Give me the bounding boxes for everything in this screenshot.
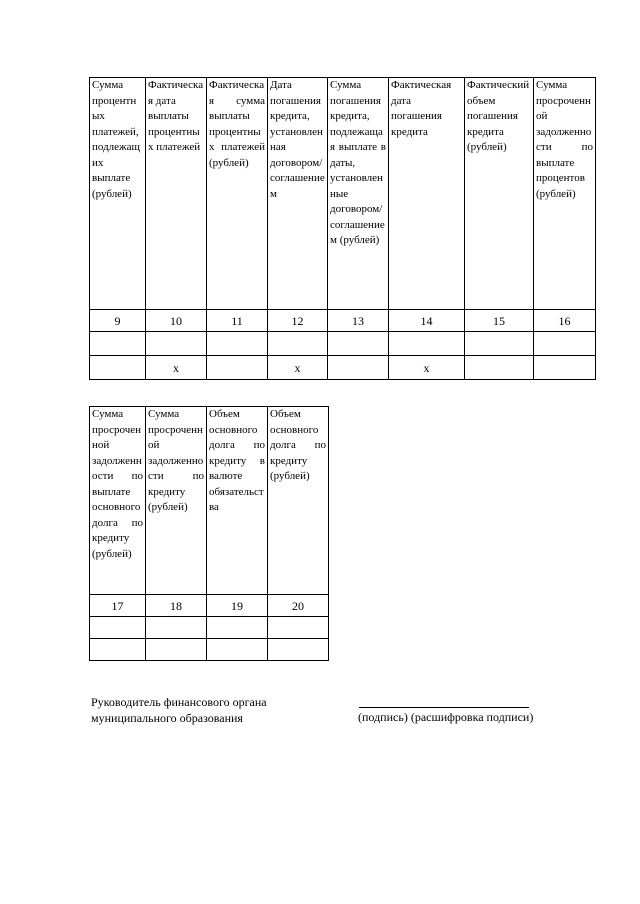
table-cell: x [146,356,207,380]
column-number: 12 [268,310,328,332]
header-cell: Дата погашения кредита, установленная договором/соглашением [268,78,328,310]
table-row [90,639,329,661]
table-cell [146,639,207,661]
header-cell: Сумма погашения кредита, подлежащая выплате в даты, установленные договором/соглашением (рублей) [328,78,389,310]
table-cell [207,617,268,639]
table-cell [90,617,146,639]
column-number: 13 [328,310,389,332]
table-header-row [90,407,329,595]
column-number: 14 [389,310,465,332]
table-cell [90,356,146,380]
table-cell [146,332,207,356]
header-cell: Объем основного долга по кредиту (рублей) [268,407,329,595]
table-row [90,332,596,356]
table-cell [90,332,146,356]
column-number: 17 [90,595,146,617]
table-cell: x [268,356,328,380]
table-cell [207,332,268,356]
table-cell [207,639,268,661]
table-cell [146,617,207,639]
column-number: 16 [534,310,596,332]
column-number: 18 [146,595,207,617]
column-number: 20 [268,595,329,617]
column-number: 9 [90,310,146,332]
table-row [90,356,596,380]
column-number: 11 [207,310,268,332]
table-cell [328,332,389,356]
header-cell: Фактическая дата выплаты процентных платежей [146,78,207,310]
table-cell [328,356,389,380]
signer-title-line: муниципального образования [91,711,243,725]
table-cell [534,332,596,356]
header-cell: Фактическая дата погашения кредита [389,78,465,310]
table-cell: x [389,356,465,380]
table-cell [465,332,534,356]
table-cell [534,356,596,380]
signature-caption: (подпись) (расшифровка подписи) [358,710,534,724]
table-header-row [90,78,596,310]
credit-table-part-2 [89,406,329,661]
table-row [90,617,329,639]
signer-title-line: Руководитель финансового органа [91,695,267,709]
table-cell [207,356,268,380]
table-cell [389,332,465,356]
column-number-row [90,595,329,617]
table-cell [268,617,329,639]
table-cell [268,332,328,356]
header-cell: Фактическая сумма выплаты процентных платежей (рублей) [207,78,268,310]
header-cell: Фактический объем погашения кредита (рублей) [465,78,534,310]
signer-title [91,694,267,726]
table-cell [465,356,534,380]
column-number: 15 [465,310,534,332]
header-cell: Сумма просроченной задолженности по выплате основного долга по кредиту (рублей) [90,407,146,595]
column-number: 19 [207,595,268,617]
header-cell: Сумма просроченной задолженности по выплате процентов (рублей) [534,78,596,310]
header-cell: Сумма просроченной задолженности по кредиту (рублей) [146,407,207,595]
column-number: 10 [146,310,207,332]
signature-line [359,707,529,708]
header-cell: Сумма процентных платежей, подлежащих выплате (рублей) [90,78,146,310]
credit-table-part-1 [89,77,596,380]
table-cell [268,639,329,661]
column-number-row [90,310,596,332]
header-cell: Объем основного долга по кредиту в валюте обязательства [207,407,268,595]
table-cell [90,639,146,661]
